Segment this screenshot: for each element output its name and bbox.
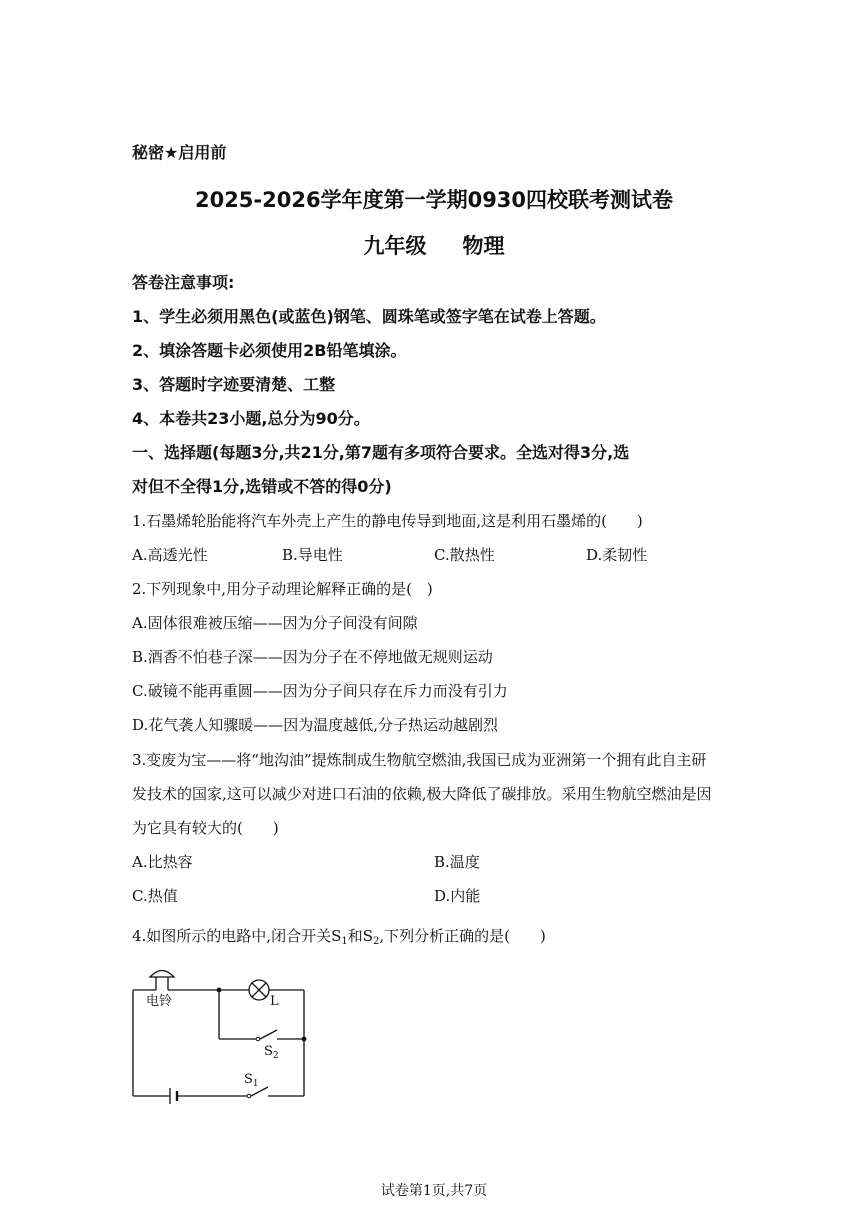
section-heading: 一、选择题(每题3分,共21分,第7题有多项符合要求。全选对得3分,选 (132, 443, 630, 462)
q4-stem: 4.如图所示的电路中,闭合开关$S_1$和$S_2$,下列分析正确的是( ) (132, 927, 546, 947)
page-footer: 试卷第1页,共7页 (380, 1183, 488, 1199)
q2-stem: 2.下列现象中,用分子动理论解释正确的是( ) (132, 580, 433, 598)
note-item: 4、本卷共23小题,总分为90分。 (132, 409, 370, 428)
s2-label: $S_2$ (264, 1044, 279, 1061)
secret-mark: 秘密★启用前 (132, 143, 227, 162)
s1-label: $S_1$ (244, 1072, 259, 1089)
note-item: 3、答题时字迹要清楚、工整 (132, 375, 336, 394)
q1-stem: 1.石墨烯轮胎能将汽车外壳上产生的静电传导到地面,这是利用石墨烯的( ) (132, 512, 643, 530)
note-item: 1、学生必须用黑色(或蓝色)钢笔、圆珠笔或签字笔在试卷上答题。 (132, 307, 606, 326)
notes-heading: 答卷注意事项: (132, 273, 235, 292)
q1-option-a: A.高透光性 (132, 546, 208, 564)
q1-option-b: B.导电性 (282, 546, 343, 564)
q2-option-d: D.花气袭人知骤暖——因为温度越低,分子热运动越剧烈 (132, 716, 499, 734)
q3-option-a: A.比热容 (132, 853, 193, 871)
q3-stem-line1: 3.变废为宝——将“地沟油”提炼制成生物航空燃油,我国已成为亚洲第一个拥有此自主研 (132, 751, 707, 769)
exam-title: 2025-2026学年度第一学期0930四校联考测试卷 (194, 188, 674, 212)
q3-option-b: B.温度 (434, 853, 480, 871)
grade: 九年级 (363, 234, 427, 258)
q3-stem-line2: 发技术的国家,这可以减少对进口石油的依赖,极大降低了碳排放。采用生物航空燃油是因 (132, 785, 712, 803)
q2-option-a: A.固体很难被压缩——因为分子间没有间隙 (132, 614, 418, 632)
q2-option-c: C.破镜不能再重圆——因为分子间只存在斥力而没有引力 (132, 682, 508, 700)
subject: 物理 (462, 234, 505, 258)
lamp-label: L (270, 994, 279, 1009)
bell-icon (150, 971, 174, 978)
switch-s2-icon (260, 1030, 277, 1039)
q3-stem-line3: 为它具有较大的( ) (132, 819, 279, 837)
section-heading-cont: 对但不全得1分,选错或不答的得0分) (132, 477, 392, 496)
q2-option-b: B.酒香不怕巷子深——因为分子在不停地做无规则运动 (132, 648, 493, 666)
q1-option-d: D.柔韧性 (586, 546, 648, 564)
q1-option-c: C.散热性 (434, 546, 495, 564)
q3-option-c: C.热值 (132, 887, 178, 905)
q3-option-d: D.内能 (434, 887, 481, 905)
grade-subject-line (0, 230, 868, 260)
note-item: 2、填涂答题卡必须使用2B铅笔填涂。 (132, 341, 407, 360)
bell-label: 电铃 (146, 994, 173, 1009)
circuit-diagram (120, 960, 320, 1110)
